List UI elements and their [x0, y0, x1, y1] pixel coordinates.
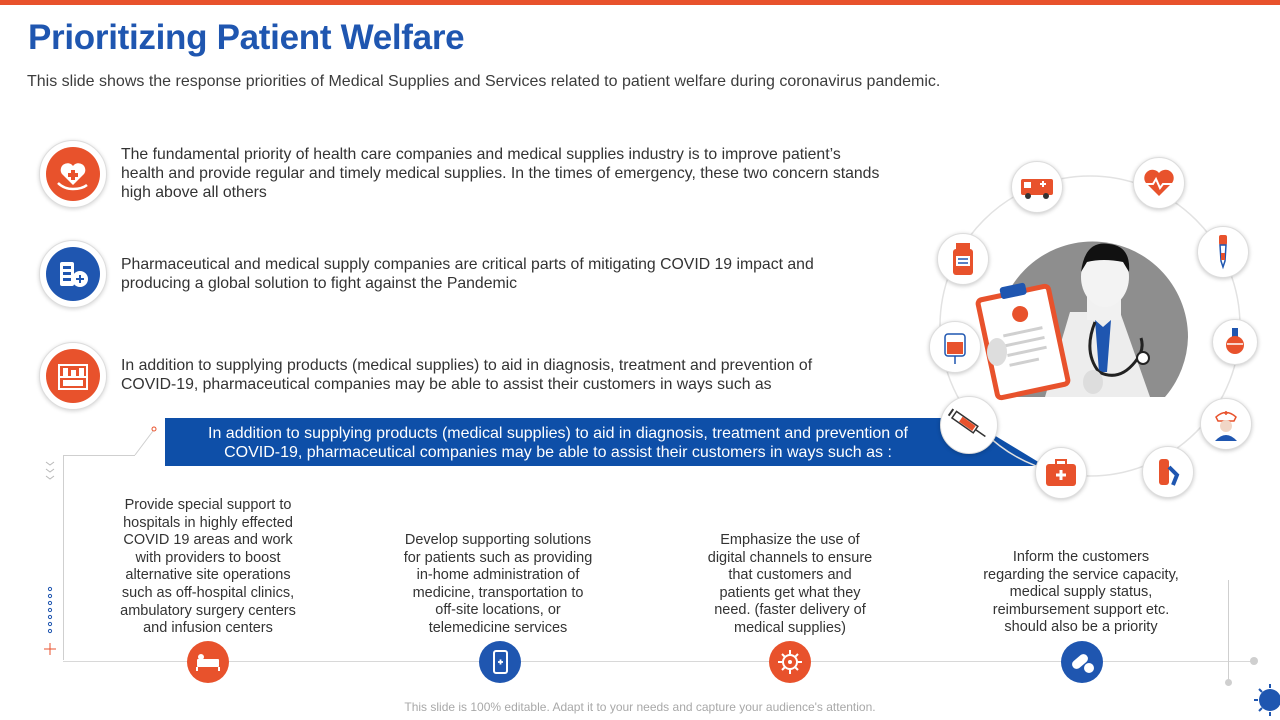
- priority-1-line-3: high above all others: [121, 184, 267, 201]
- column-4-line: reimbursement support etc.: [992, 601, 1170, 618]
- column-1-line: such as off-hospital clinics,: [121, 584, 295, 601]
- column-2-line: for patients such as providing: [403, 549, 593, 566]
- satellite-blood-bag: [929, 321, 981, 373]
- page-title: Prioritizing Patient Welfare: [28, 18, 465, 57]
- priority-2-icon-badge: [39, 240, 107, 308]
- priority-2-text: [121, 255, 814, 293]
- priority-1-text: [121, 145, 879, 202]
- baseline-end-dot: [1250, 657, 1258, 665]
- priority-3-icon-badge: [39, 342, 107, 410]
- column-2-icon-badge: [479, 641, 521, 683]
- priority-2-line-1: Pharmaceutical and medical supply companies are critical parts of mitigating COVID 19 impact and: [121, 256, 814, 273]
- syringe-icon: [941, 397, 997, 453]
- column-1-line: COVID 19 areas and work: [123, 532, 293, 549]
- column-3-text: [690, 532, 890, 638]
- satellite-syringe: [940, 396, 998, 454]
- column-4-line: regarding the service capacity,: [983, 566, 1179, 583]
- column-2-line: Develop supporting solutions: [404, 532, 592, 548]
- banner-line-1: In addition to supplying products (medical supplies) to aid in diagnosis, treatment and prevention of: [208, 425, 908, 442]
- nurse-icon: [1201, 399, 1251, 449]
- heartbeat-icon: [1134, 158, 1184, 208]
- priority-2-line-2: producing a global solution to fight against the Pandemic: [121, 275, 518, 292]
- medicine-box-icon: [40, 241, 106, 307]
- top-accent-bar: [0, 0, 1280, 5]
- priority-3-line-2: COVID-19, pharmaceutical companies may be able to assist their customers in ways such as: [121, 376, 772, 393]
- column-3-line: Emphasize the use of: [720, 532, 860, 548]
- injured-arm-icon: [1143, 447, 1193, 497]
- ambulance-icon: [1012, 162, 1062, 212]
- right-vertical-connector: [1228, 580, 1229, 680]
- satellite-nurse: [1200, 398, 1252, 450]
- column-4-text: [971, 549, 1191, 637]
- column-1-line: and infusion centers: [143, 620, 273, 637]
- column-1-line: hospitals in highly effected: [123, 514, 293, 531]
- connector-diagonal: [134, 425, 160, 457]
- chevron-down-icon: [44, 460, 56, 484]
- heart-hand-icon: [40, 141, 106, 207]
- column-3-line: need. (faster delivery of: [714, 602, 866, 619]
- priority-1-line-1: The fundamental priority of health care companies and medical supplies industry is to improve patient’s: [121, 146, 841, 163]
- column-2-text: [393, 532, 603, 638]
- blood-bag-icon: [930, 322, 980, 372]
- satellite-medicine-bottle: [937, 233, 989, 285]
- banner-text: [188, 424, 928, 462]
- satellite-injured-arm: [1142, 446, 1194, 498]
- connector-end-dot: [1225, 679, 1232, 686]
- satellite-heartbeat: [1133, 157, 1185, 209]
- column-4-icon-badge: [1061, 641, 1103, 683]
- page-subtitle: This slide shows the response priorities of Medical Supplies and Services related to patient welfare during coronavirus pandemic.: [27, 73, 941, 90]
- satellite-flask: [1212, 319, 1258, 365]
- column-1-line: Provide special support to: [124, 497, 292, 513]
- column-4-line: should also be a priority: [1004, 619, 1158, 636]
- priority-3-text: [121, 356, 812, 394]
- column-1-icon-badge: [187, 641, 229, 683]
- column-2-line: telemedicine services: [428, 619, 568, 636]
- hospital-bed-icon: [187, 641, 229, 683]
- column-3-line: medical supplies): [733, 619, 847, 636]
- column-2-line: in-home administration of: [416, 567, 580, 584]
- column-3-line: patients get what they: [719, 584, 861, 601]
- doctor-with-clipboard-icon: [975, 232, 1205, 422]
- telemedicine-phone-icon: [479, 641, 521, 683]
- dotted-line-decoration: [44, 585, 56, 655]
- footer-note: This slide is 100% editable. Adapt it to your needs and capture your audience's attention.: [404, 700, 876, 714]
- column-1-line: alternative site operations: [125, 567, 291, 584]
- column-1-text: [108, 497, 308, 638]
- column-1-line: with providers to boost: [135, 549, 281, 566]
- medicine-bottle-icon: [938, 234, 988, 284]
- satellite-first-aid-kit: [1035, 447, 1087, 499]
- priority-1-icon-badge: [39, 140, 107, 208]
- dropper-icon: [1198, 227, 1248, 277]
- column-4-line: medical supply status,: [1009, 584, 1153, 601]
- column-3-icon-badge: [769, 641, 811, 683]
- column-3-line: digital channels to ensure: [707, 549, 873, 566]
- banner-line-2: COVID-19, pharmaceutical companies may be able to assist their customers in ways such as :: [224, 444, 892, 461]
- pharmacy-shelf-icon: [40, 343, 106, 409]
- left-vertical-connector: [63, 455, 64, 660]
- virus-icon: [769, 641, 811, 683]
- priority-1-line-2: health and provide regular and timely medical supplies. In the times of emergency, these two concern stands: [121, 165, 880, 182]
- pills-icon: [1061, 641, 1103, 683]
- satellite-dropper: [1197, 226, 1249, 278]
- left-horizontal-connector: [63, 455, 135, 456]
- column-2-line: off-site locations, or: [435, 602, 561, 619]
- column-4-line: Inform the customers: [1012, 549, 1150, 565]
- column-1-line: ambulatory surgery centers: [120, 602, 296, 619]
- column-2-line: medicine, transportation to: [412, 584, 584, 601]
- priority-3-line-1: In addition to supplying products (medical supplies) to aid in diagnosis, treatment and prevention of: [121, 357, 813, 374]
- first-aid-kit-icon: [1036, 448, 1086, 498]
- column-3-line: that customers and: [728, 567, 852, 584]
- satellite-ambulance: [1011, 161, 1063, 213]
- flask-icon: [1213, 320, 1257, 364]
